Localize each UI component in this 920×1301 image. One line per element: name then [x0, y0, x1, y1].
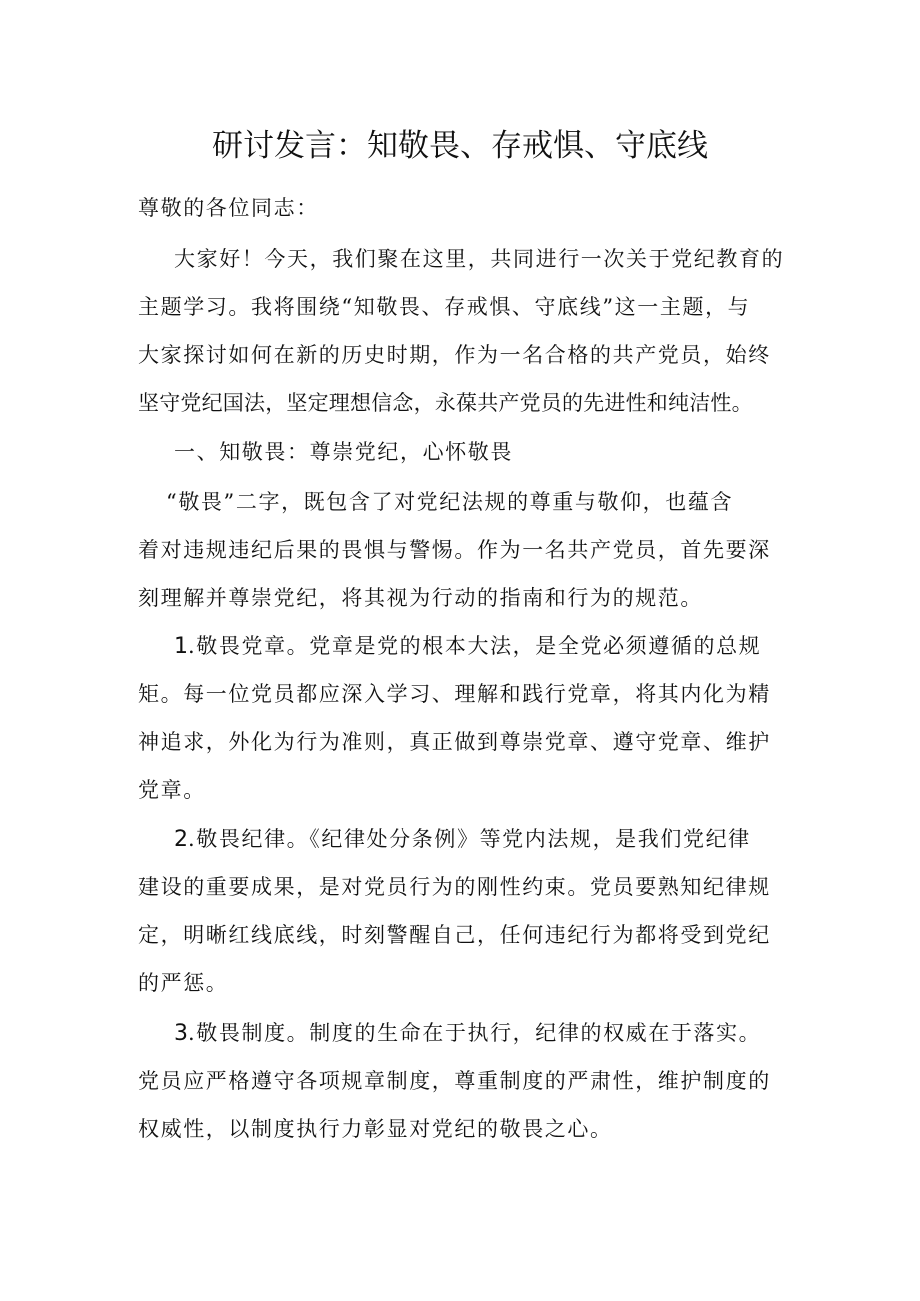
paragraph-line: 神追求，外化为行为准则，真正做到尊崇党章、遵守党章、维护 — [138, 730, 771, 754]
paragraph-line: 刻理解并尊崇党纪，将其视为行动的指南和行为的规范。 — [138, 586, 703, 610]
paragraph-line: 党员应严格遵守各项规章制度，尊重制度的严肃性，维护制度的 — [138, 1069, 771, 1093]
item-1-paragraph — [138, 622, 790, 814]
item-2-paragraph — [138, 815, 790, 1007]
paragraph-line: 着对违规违纪后果的畏惧与警惕。作为一名共产党员，首先要深 — [138, 538, 771, 562]
section1-intro-paragraph — [138, 478, 790, 622]
paragraph-line: 矩。每一位党员都应深入学习、理解和践行党章，将其内化为精 — [138, 682, 771, 706]
paragraph-line: 党章。 — [138, 778, 206, 802]
paragraph-line: 坚守党纪国法，坚定理想信念，永葆共产党员的先进性和纯洁性。 — [138, 391, 753, 415]
paragraph-line: 权威性，以制度执行力彰显对党纪的敬畏之心。 — [138, 1117, 613, 1141]
salutation-line: 尊敬的各位同志： — [138, 196, 319, 220]
document-title: 研讨发言：知敬畏、存戒惧、守底线 — [212, 128, 708, 164]
section-heading-line: 一、知敬畏：尊崇党纪，心怀敬畏 — [174, 440, 513, 464]
intro-paragraph — [138, 235, 790, 427]
item-number: 1 — [174, 634, 188, 659]
item-first-line — [138, 622, 790, 670]
paragraph-line: 定，明晰红线底线，时刻警醒自己，任何违纪行为都将受到党纪 — [138, 923, 771, 947]
item-text: .敬畏制度。制度的生命在于执行，纪律的权威在于落实。 — [188, 1021, 762, 1045]
item-3-paragraph — [138, 1009, 790, 1153]
paragraph-line: “敬畏”二字，既包含了对党纪法规的尊重与敬仰，也蕴含 — [166, 490, 734, 514]
item-number: 2 — [174, 827, 188, 852]
salutation — [138, 184, 790, 232]
item-text: .敬畏纪律。《纪律处分条例》等党内法规，是我们党纪律 — [188, 827, 751, 851]
paragraph-line: 主题学习。我将围绕“知敬畏、存戒惧、守底线”这一主题，与 — [138, 295, 751, 319]
paragraph-line: 大家探讨如何在新的历史时期，作为一名合格的共产党员，始终 — [138, 343, 771, 367]
item-text: .敬畏党章。党章是党的根本大法，是全党必须遵循的总规 — [188, 634, 762, 658]
item-first-line — [138, 815, 790, 863]
item-first-line — [138, 1009, 790, 1057]
paragraph-line: 建设的重要成果，是对党员行为的刚性约束。党员要熟知纪律规 — [138, 875, 771, 899]
paragraph-line: 的严惩。 — [138, 971, 229, 995]
item-number: 3 — [174, 1021, 188, 1046]
section1-heading — [138, 428, 790, 476]
paragraph-line: 大家好！今天，我们聚在这里，共同进行一次关于党纪教育的 — [174, 247, 785, 271]
